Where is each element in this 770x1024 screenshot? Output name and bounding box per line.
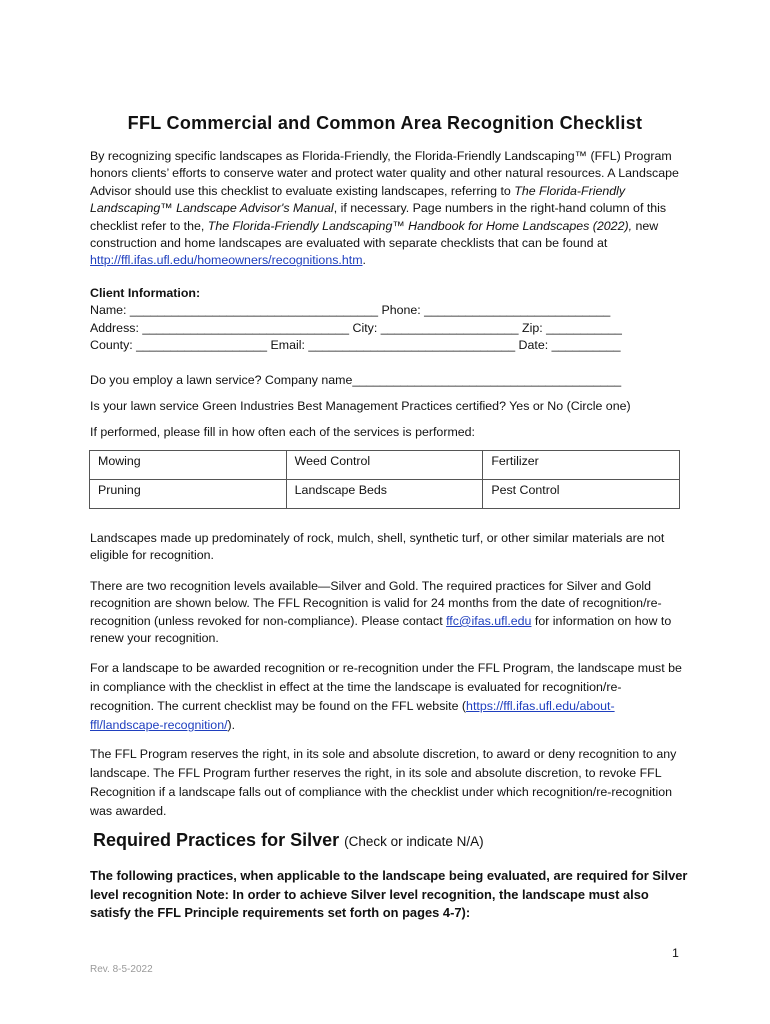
address-city-zip-field[interactable]: Address: ______________________________ City: ____________________ Zip: ___________ xyxy=(90,320,622,335)
service-fertilizer[interactable]: Fertilizer xyxy=(483,451,680,480)
intro-text-5: new construction and home landscapes are evaluated with separate checklists that can be found at xyxy=(90,218,659,251)
table-row xyxy=(90,480,680,509)
levels-text-1: There are two recognition levels available—Silver and Gold. The required practices for Silver and Gold recognition are shown below. The FFL Recognition is valid for 24 months from the date of recognition/re-recognition (unless revoked for non-compliance). Please contact xyxy=(90,579,662,628)
services-table xyxy=(89,450,680,509)
compliance-paragraph xyxy=(90,659,682,735)
name-phone-field[interactable]: Name: ____________________________________ Phone: ___________________________ xyxy=(90,303,611,318)
silver-heading-sub: (Check or indicate N/A) xyxy=(344,834,484,849)
bmp-question: Is your lawn service Green Industries Best Management Practices certified? Yes or No (Circle one) xyxy=(90,399,631,413)
levels-paragraph xyxy=(90,578,682,648)
levels-text-2: for information on how to renew your recognition. xyxy=(90,613,672,646)
compliance-text-2: ). xyxy=(227,718,236,732)
intro-text-1: By recognizing specific landscapes as Florida-Friendly, the Florida-Friendly Landscaping™ (FFL) Program honors clients’ efforts to conserve water and protect water quality and other natural resources. A Landscape Advisor should use this checklist to evaluate existing landscapes, referring to xyxy=(90,149,679,198)
service-mowing[interactable]: Mowing xyxy=(90,451,287,480)
ffl-website-link[interactable]: https://ffl.ifas.ufl.edu/about-ffl/landscape-recognition/ xyxy=(90,699,615,732)
lawn-service-question[interactable]: Do you employ a lawn service? Company name_______________________________________ xyxy=(90,373,622,387)
client-information xyxy=(90,285,690,355)
intro-text-6: . xyxy=(362,253,366,268)
ffc-email-link[interactable]: ffc@ifas.ufl.edu xyxy=(446,613,532,628)
service-pest-control[interactable]: Pest Control xyxy=(483,480,680,509)
intro-paragraph xyxy=(90,148,682,270)
service-landscape-beds[interactable]: Landscape Beds xyxy=(286,480,483,509)
county-email-date-field[interactable]: County: ___________________ Email: ______________________________ Date: __________ xyxy=(90,338,621,353)
page-number: 1 xyxy=(672,946,679,960)
frequency-question: If performed, please fill in how often each of the services is performed: xyxy=(90,425,475,439)
revision-date: Rev. 8-5-2022 xyxy=(90,964,153,975)
intro-text-3: , if necessary. Page numbers in the right-hand column of this checklist refer to the, xyxy=(90,201,667,233)
advisor-manual-title: The Florida-Friendly Landscaping™ Landscape Advisor's Manual xyxy=(90,183,626,216)
silver-heading xyxy=(93,830,484,851)
silver-intro: The following practices, when applicable to the landscape being evaluated, are required for Silver level recognition Note: In order to achieve Silver level recognition, the landscape must also satisfy the FFL Principle requirements set forth on pages 4-7): xyxy=(90,868,688,921)
service-pruning[interactable]: Pruning xyxy=(90,480,287,509)
table-row xyxy=(90,451,680,480)
service-weed-control[interactable]: Weed Control xyxy=(286,451,483,480)
handbook-title: The Florida-Friendly Landscaping™ Handbook for Home Landscapes (2022), xyxy=(207,218,633,233)
reserves-paragraph: The FFL Program reserves the right, in its sole and absolute discretion, to award or deny recognition to any landscape. The FFL Program further reserves the right, in its sole and absolute discretion, to revoke FFL Recognition if a landscape falls out of compliance with the checklist under which recognition/re-recognition was awarded. xyxy=(90,747,677,818)
client-heading: Client Information: xyxy=(90,286,201,300)
compliance-text-1: For a landscape to be awarded recognition or re-recognition under the FFL Program, the landscape must be in compliance with the checklist in effect at the time the landscape is evaluated for recognition/re-recognition. The current checklist may be found on the FFL website ( xyxy=(90,661,682,713)
eligibility-paragraph: Landscapes made up predominately of rock, mulch, shell, synthetic turf, or other similar materials are not eligible for recognition. xyxy=(90,531,665,563)
page-title: FFL Commercial and Common Area Recognition Checklist xyxy=(127,113,643,133)
recognitions-link[interactable]: http://ffl.ifas.ufl.edu/homeowners/recognitions.htm xyxy=(90,253,363,268)
silver-heading-text: Required Practices for Silver xyxy=(93,830,340,850)
